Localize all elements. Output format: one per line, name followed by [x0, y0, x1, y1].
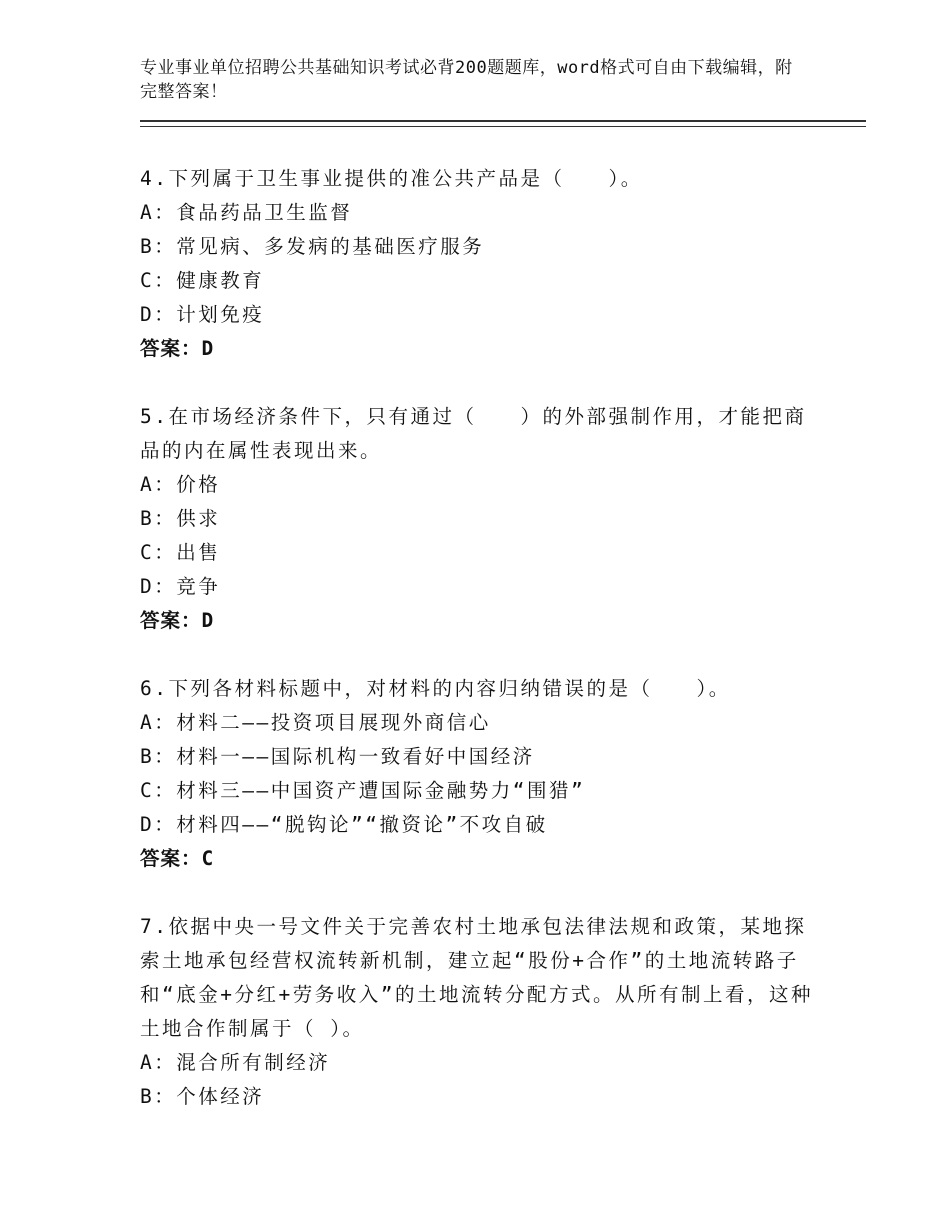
option-d: D：材料四——“脱钩论”“撤资论”不攻自破	[140, 813, 548, 836]
option-b: B：供求	[140, 507, 221, 530]
question-stem: 5.在市场经济条件下，只有通过（ ）的外部强制作用，才能把商品的内在属性表现出来。	[140, 405, 807, 462]
question-6	[140, 672, 820, 876]
option-a: A：价格	[140, 473, 221, 496]
option-c: C：出售	[140, 541, 221, 564]
header-divider	[140, 120, 866, 127]
option-d: D：竞争	[140, 575, 221, 598]
answer-line	[140, 604, 820, 638]
option-b: B：个体经济	[140, 1085, 265, 1108]
header-text: 专业事业单位招聘公共基础知识考试必背200题题库，word格式可自由下载编辑，附完整答案！	[140, 58, 793, 102]
question-stem: 6.下列各材料标题中，对材料的内容归纳错误的是（ ）。	[140, 677, 731, 700]
option-a: A：材料二——投资项目展现外商信心	[140, 711, 491, 734]
answer-label: 答案：	[140, 847, 202, 870]
question-stem: 7.依据中央一号文件关于完善农村土地承包法律法规和政策，某地探索土地承包经营权流转新机制，建立起“股份+合作”的土地流转路子和“底金+分红+劳务收入”的土地流转分配方式。从所有制上看，这种土地合作制属于（ ）。	[140, 915, 813, 1040]
option-c: C：健康教育	[140, 269, 265, 292]
answer-line	[140, 842, 820, 876]
answer-label: 答案：	[140, 337, 202, 360]
question-list	[140, 162, 820, 1148]
question-stem: 4.下列属于卫生事业提供的准公共产品是（ ）。	[140, 167, 643, 190]
answer-value: C	[201, 847, 215, 870]
option-d: D：计划免疫	[140, 303, 265, 326]
option-a: A：混合所有制经济	[140, 1051, 331, 1074]
question-5	[140, 400, 820, 638]
answer-label: 答案：	[140, 609, 202, 632]
document-header	[140, 56, 800, 104]
option-b: B：常见病、多发病的基础医疗服务	[140, 235, 485, 258]
option-a: A：食品药品卫生监督	[140, 201, 353, 224]
answer-value: D	[201, 609, 215, 632]
option-c: C：材料三——中国资产遭国际金融势力“围猎”	[140, 779, 586, 802]
answer-value: D	[201, 337, 215, 360]
question-4	[140, 162, 820, 366]
option-b: B：材料一——国际机构一致看好中国经济	[140, 745, 535, 768]
answer-line	[140, 332, 820, 366]
question-7	[140, 910, 820, 1114]
